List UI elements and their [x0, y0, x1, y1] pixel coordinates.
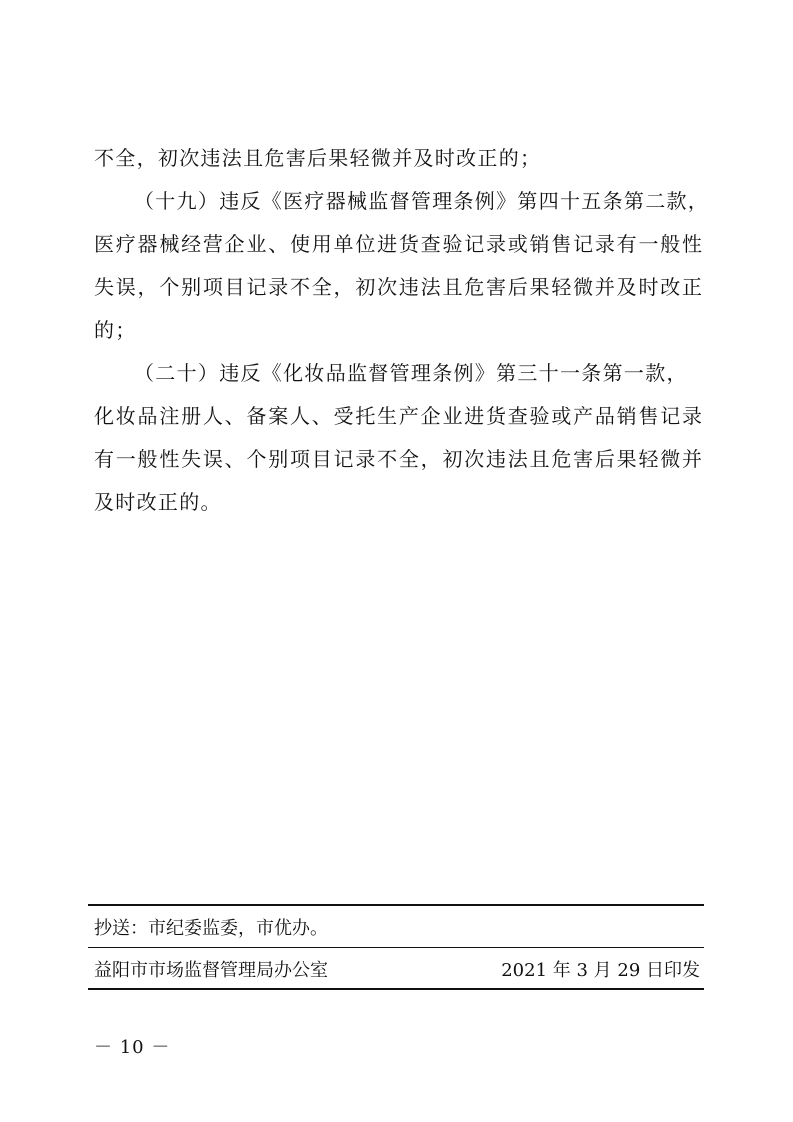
body-line: 不全，初次违法且危害后果轻微并及时改正的；	[94, 146, 542, 170]
cc-line: 抄送：市纪委监委，市优办。	[94, 918, 328, 939]
issuer-name: 益阳市市场监督管理局办公室	[94, 960, 328, 981]
body-line: 有一般性失误、个别项目记录不全，初次违法且危害后果轻微并	[94, 447, 702, 471]
footer-middle-rule	[88, 947, 704, 948]
document-body	[94, 137, 710, 524]
body-line: 医疗器械经营企业、使用单位进货查验记录或销售记录有一般性	[94, 232, 702, 256]
footer-bottom-rule	[88, 988, 704, 990]
body-line: 化妆品注册人、备案人、受托生产企业进货查验或产品销售记录	[94, 404, 702, 428]
body-line: 失误，个别项目记录不全，初次违法且危害后果轻微并及时改正	[94, 275, 702, 299]
body-line: （二十）违反《化妆品监督管理条例》第三十一条第一款，	[134, 361, 688, 385]
issuer-row	[94, 956, 700, 986]
issue-date: 2021 年 3 月 29 日印发	[501, 960, 700, 981]
body-line: 的；	[94, 318, 137, 342]
cc-row	[94, 914, 700, 944]
body-line: 及时改正的。	[94, 490, 222, 514]
body-line: （十九）违反《医疗器械监督管理条例》第四十五条第二款，	[134, 189, 710, 213]
page-number: － 10 －	[94, 1037, 171, 1058]
footer-top-rule	[88, 904, 704, 906]
